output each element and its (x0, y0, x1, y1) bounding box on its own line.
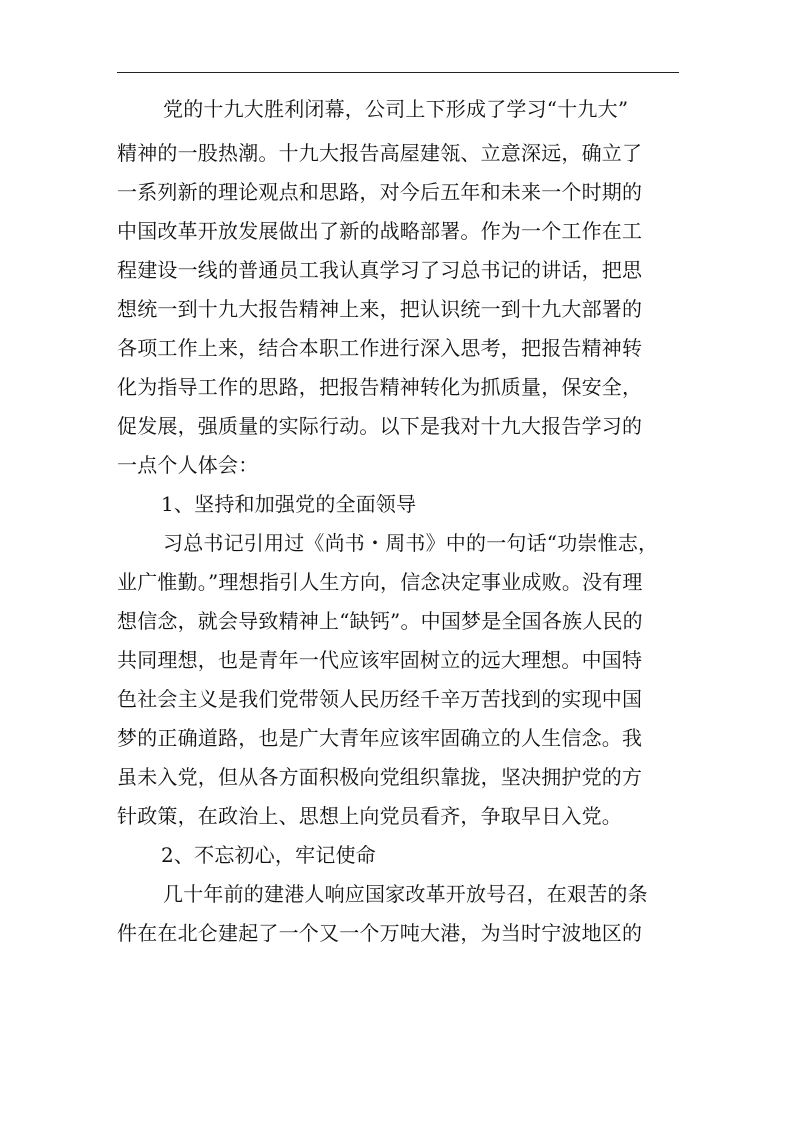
paragraph-1-line-2: 精神的一股热潮。十九大报告高屋建瓴、立意深远，确立了 (117, 141, 643, 165)
paragraph-1-line-5: 程建设一线的普通员工我认真学习了习总书记的讲话，把思 (117, 258, 643, 282)
paragraph-1-line-9: 促发展，强质量的实际行动。以下是我对十九大报告学习的 (117, 414, 643, 438)
paragraph-1-line-10: 一点个人体会： (117, 453, 259, 477)
paragraph-2-line-5: 色社会主义是我们党带领人民历经千辛万苦找到的实现中国 (117, 687, 643, 711)
paragraph-1-line-6: 想统一到十九大报告精神上来，把认识统一到十九大部署的 (117, 297, 643, 321)
paragraph-2-line-7: 虽未入党，但从各方面积极向党组织靠拢，坚决拥护党的方 (117, 765, 643, 789)
section-heading-2: 2、不忘初心，牢记使命 (161, 843, 376, 867)
paragraph-1-line-4: 中国改革开放发展做出了新的战略部署。作为一个工作在工 (117, 219, 643, 243)
paragraph-2-line-6: 梦的正确道路，也是广大青年应该牢固确立的人生信念。我 (117, 726, 643, 750)
paragraph-1-line-3: 一系列新的理论观点和思路，对今后五年和未来一个时期的 (117, 180, 643, 204)
paragraph-3-line-2: 件在在北仑建起了一个又一个万吨大港，为当时宁波地区的 (117, 921, 643, 945)
paragraph-2-line-3: 想信念，就会导致精神上“缺钙”。中国梦是全国各族人民的 (117, 609, 643, 633)
paragraph-1-line-8: 化为指导工作的思路，把报告精神转化为抓质量，保安全， (117, 375, 643, 399)
section-heading-1: 1、坚持和加强党的全面领导 (161, 492, 417, 516)
paragraph-2-line-1: 习总书记引用过《尚书・周书》中的一句话“功崇惟志， (163, 531, 659, 555)
paragraph-2-line-2: 业广惟勤。”理想指引人生方向，信念决定事业成败。没有理 (117, 570, 643, 594)
paragraph-1-line-1: 党的十九大胜利闭幕，公司上下形成了学习“十九大” (163, 97, 629, 121)
paragraph-1-line-7: 各项工作上来，结合本职工作进行深入思考，把报告精神转 (117, 336, 643, 360)
paragraph-2-line-8: 针政策，在政治上、思想上向党员看齐，争取早日入党。 (117, 804, 622, 828)
header-rule (117, 72, 679, 73)
paragraph-3-line-1: 几十年前的建港人响应国家改革开放号召，在艰苦的条 (163, 882, 648, 906)
paragraph-2-line-4: 共同理想，也是青年一代应该牢固树立的远大理想。中国特 (117, 648, 643, 672)
